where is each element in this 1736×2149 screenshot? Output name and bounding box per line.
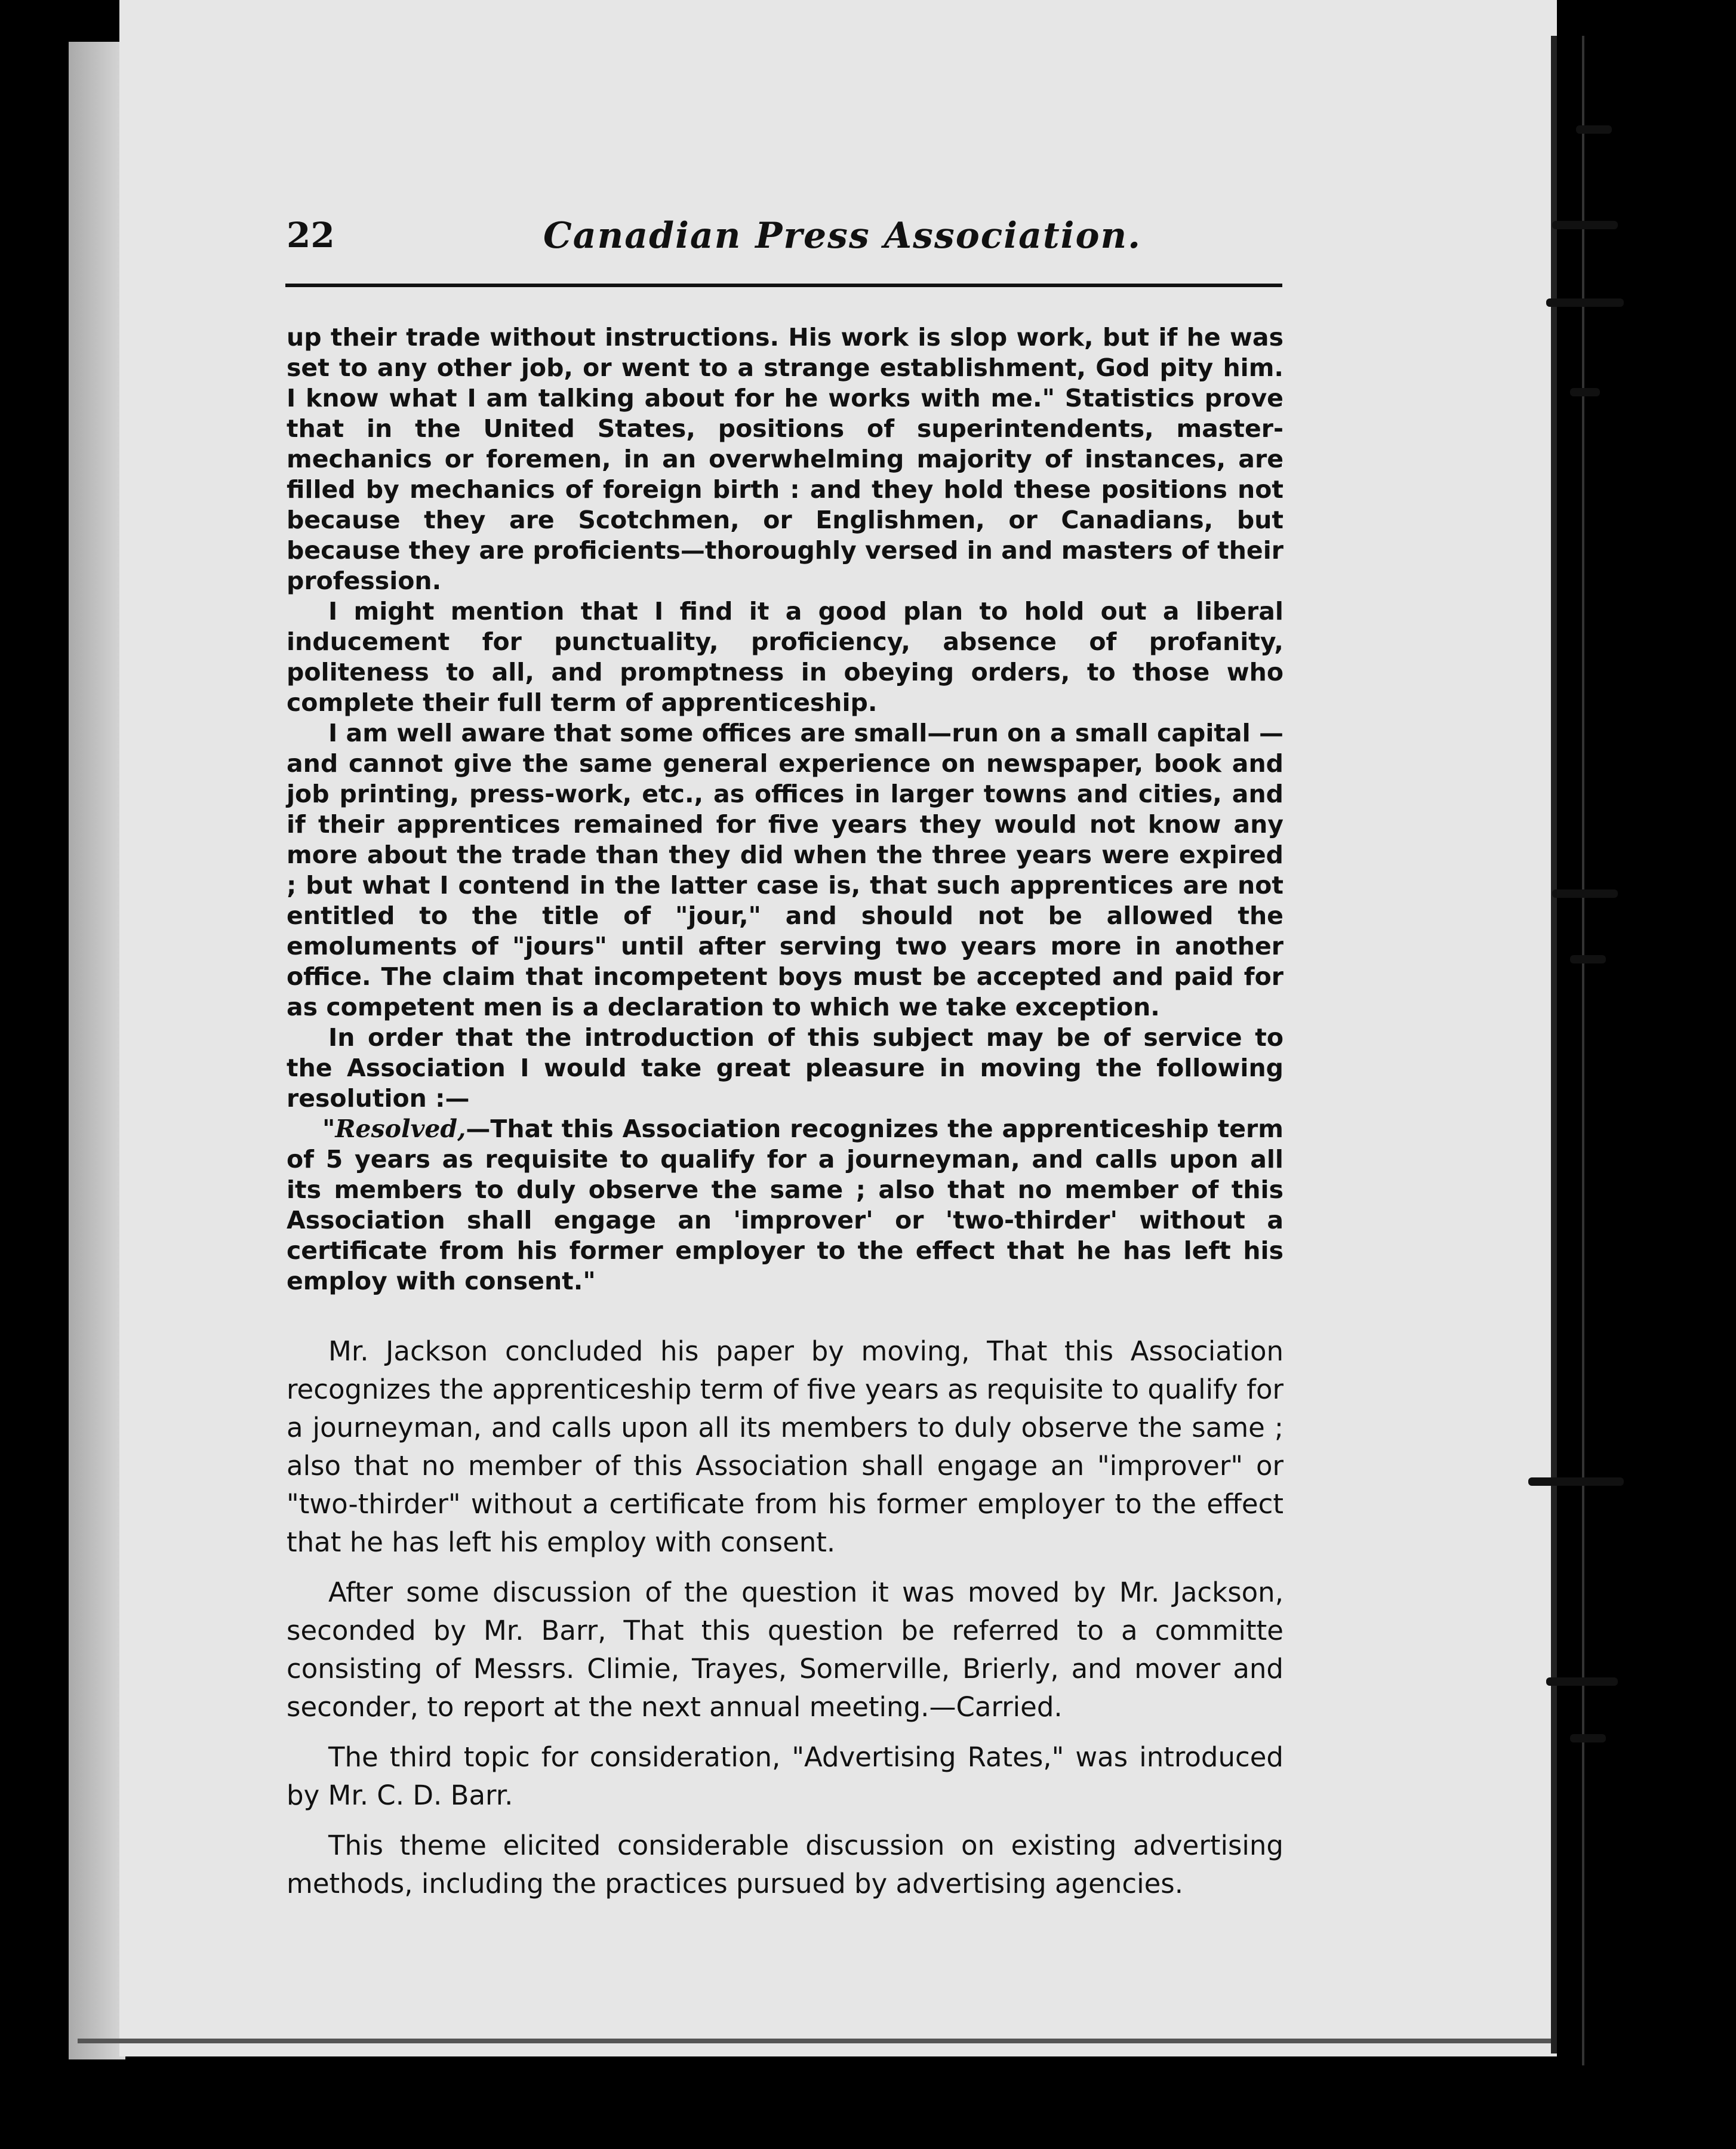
- running-title: Canadian Press Association.: [543, 215, 1141, 257]
- resolution-label: "Resolved,: [322, 1114, 466, 1143]
- paragraph: I am well aware that some offices are small—run on a small capital —and cannot give the same general experience on newspaper, book and job printing, press-work, etc., as offices in larger towns and cities, and if their apprentices remained for five years they would not know any more about the trade than they did when the three years were expired ; but what I contend in the latter case is, that such apprentices are not entitled to the title of "jour," and should not be allowed the emoluments of "jours" until after serving two years more in another office. The claim that incompetent boys must be accepted and paid for as competent men is a declaration to which we take exception.: [287, 719, 1283, 1021]
- binding-stitch: [1528, 1477, 1624, 1486]
- binding-stitch: [1552, 221, 1618, 229]
- minutes-section: [287, 1332, 1283, 1903]
- resolution-paragraph: [287, 1114, 1283, 1297]
- paragraph: This theme elicited considerable discussion on existing advertising methods, including the practices pursued by advertising agencies.: [287, 1830, 1283, 1899]
- paragraph: Mr. Jackson concluded his paper by moving, That this Association recognizes the apprenticeship term of five years as requisite to qualify for a journeyman, and calls upon all its members to duly observe the same ; also that no member of this Association shall engage an "improver" or "two-thirder" without a certificate from his former employer to the effect that he has left his employ with consent.: [287, 1335, 1283, 1558]
- binding-thread: [1582, 36, 1584, 2065]
- paragraph: I might mention that I find it a good plan to hold out a liberal inducement for punctuality, proficiency, absence of profanity, politeness to all, and promptness in obeying orders, to those who complete their full term of apprenticeship.: [287, 597, 1283, 717]
- paragraph: up their trade without instructions. His work is slop work, but if he was set to any other job, or went to a strange establishment, God pity him. I know what I am talking about for he works with me." Statistics prove that in the United States, positions of superintendents, master-mechanics or foremen, in an overwhelming majority of instances, are filled by mechanics of foreign birth : and they hold these positions not because they are Scotchmen, or Englishmen, or Canadians, but because they are proficients—thoroughly versed in and masters of their profession.: [287, 323, 1283, 595]
- header-rule: [285, 284, 1282, 287]
- page-number: 22: [287, 215, 335, 255]
- paragraph: In order that the introduction of this subject may be of service to the Association I would take great pleasure in moving the following resolution :—: [287, 1023, 1283, 1113]
- binding-stitch: [1546, 298, 1624, 307]
- binding-stitch: [1546, 1677, 1618, 1686]
- binding-stitch: [1570, 1734, 1606, 1742]
- body-text: [287, 322, 1283, 1915]
- binding-stitch: [1576, 125, 1612, 134]
- binding-stitch: [1570, 955, 1606, 963]
- resolution-text: —That this Association recognizes the apprenticeship term of 5 years as requisite to qualify for a journeyman, and calls upon all its members to duly observe the same ; also that no member of this Association shall engage an 'improver' or 'two-thirder' without a certificate from his former employer to the effect that he has left his employ with consent.": [287, 1114, 1283, 1295]
- paragraph: The third topic for consideration, "Advertising Rates," was introduced by Mr. C. D. Barr.: [287, 1741, 1283, 1811]
- sheet-shadow: [69, 42, 125, 2059]
- quoted-paper-section: [287, 322, 1283, 1297]
- page-header: [287, 215, 1283, 269]
- binding-edge: [1551, 36, 1557, 2053]
- sheet-bottom-edge: [78, 2039, 1570, 2043]
- paragraph: After some discussion of the question it was moved by Mr. Jackson, seconded by Mr. Barr, That this question be referred to a committe consisting of Messrs. Climie, Trayes, Somerville, Brierly, and mover and seconder, to report at the next annual meeting.—Carried.: [287, 1577, 1283, 1723]
- binding-stitch: [1552, 889, 1618, 898]
- binding-stitch: [1570, 388, 1600, 396]
